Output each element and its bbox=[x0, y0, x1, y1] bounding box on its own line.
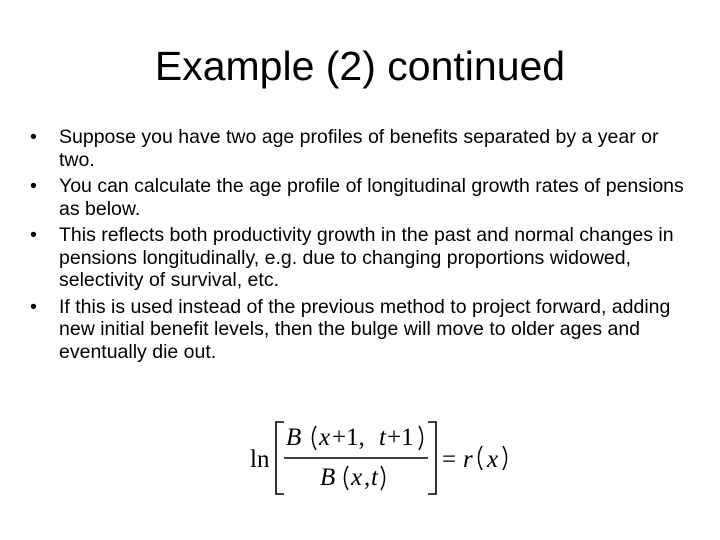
growth-rate-formula bbox=[250, 418, 520, 498]
numerator-arg1: x bbox=[319, 424, 331, 451]
bullet-item bbox=[30, 126, 685, 171]
numerator-open-paren bbox=[313, 426, 317, 450]
rhs-arg: x bbox=[487, 446, 499, 473]
bullet-text: If this is used instead of the previous method to project forward, adding new initial benefit levels, then the bulge will move to older ages and eventually die out. bbox=[59, 295, 671, 363]
denominator-comma: , bbox=[364, 464, 371, 491]
bullet-icon: • bbox=[30, 175, 37, 197]
numerator-arg2: t bbox=[379, 424, 386, 451]
denominator-arg1: x bbox=[351, 464, 363, 491]
bullet-icon: • bbox=[30, 224, 37, 246]
slide-title: Example (2) continued bbox=[154, 43, 566, 89]
formula-svg bbox=[250, 418, 520, 498]
formula-equals: = bbox=[442, 446, 457, 473]
numerator-close-paren bbox=[419, 426, 423, 450]
right-bracket bbox=[428, 422, 436, 494]
denominator-func: B bbox=[320, 464, 336, 491]
numerator-plus2: +1 bbox=[387, 424, 414, 451]
formula-ln: ln bbox=[250, 446, 270, 473]
bullet-item bbox=[30, 296, 685, 364]
rhs-open-paren bbox=[479, 446, 483, 470]
left-bracket bbox=[276, 422, 284, 494]
bullet-item bbox=[30, 175, 685, 220]
denominator-open-paren bbox=[345, 466, 349, 490]
denominator-arg2: t bbox=[371, 464, 378, 491]
numerator-func: B bbox=[286, 424, 302, 451]
bullet-list bbox=[30, 126, 685, 367]
denominator-close-paren bbox=[381, 466, 385, 490]
bullet-item bbox=[30, 224, 685, 292]
bullet-text: You can calculate the age profile of longitudinal growth rates of pensions as below. bbox=[59, 175, 684, 220]
rhs-close-paren bbox=[503, 446, 507, 470]
bullet-icon: • bbox=[30, 126, 37, 148]
numerator-plus1: +1, bbox=[332, 424, 365, 451]
bullet-text: This reflects both productivity growth in the past and normal changes in pensions longitudinally, e.g. due to changing proportions widowed, selectivity of survival, etc. bbox=[59, 224, 674, 291]
bullet-text: Suppose you have two age profiles of benefits separated by a year or two. bbox=[59, 126, 659, 171]
bullet-icon: • bbox=[30, 295, 37, 318]
rhs-func: r bbox=[463, 446, 473, 473]
